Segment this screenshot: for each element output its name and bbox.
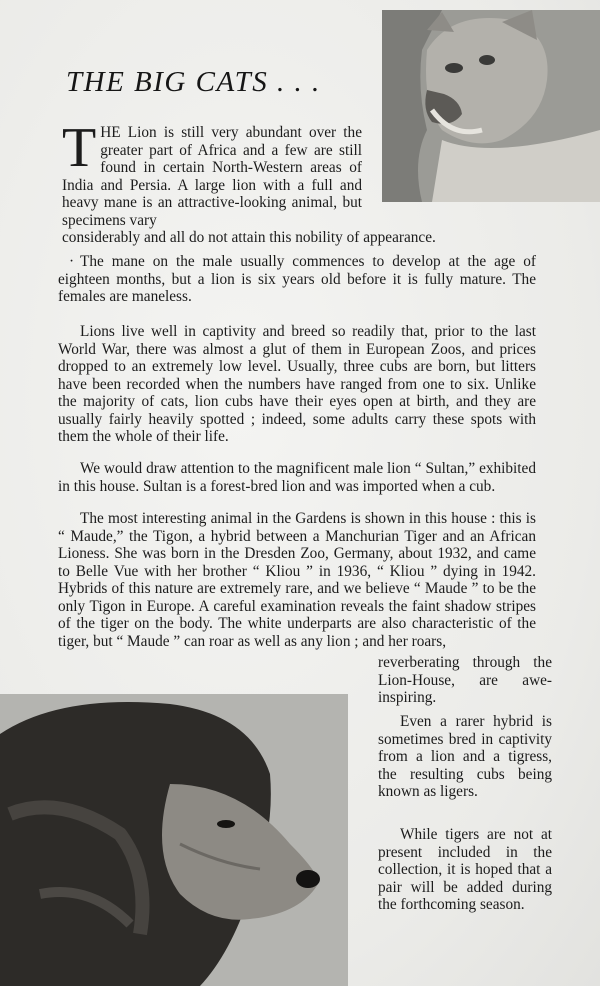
maude-paragraph-continued: reverberating through the Lion-House, are awe-inspiring.	[378, 654, 552, 706]
intro-paragraph-head: HE Lion is still very abundant over the greater part of Africa and a few are still found in certain North-Western areas of India and Persia. A large lion with a full and heavy mane is an attractive-looking animal, but specimens vary	[62, 124, 362, 229]
liger-paragraph: Even a rarer hybrid is sometimes bred in captivity from a lion and a tigress, the resulting cubs being known as ligers.	[378, 713, 552, 800]
maude-paragraph: The most interesting animal in the Gardens is shown in this house : this is “ Maude,” the Tigon, a hybrid between a Manchurian Tiger and an African Lioness. She was born in the Dresden Zoo, Germany, about 1932, and came to Belle Vue with her brother “ Kliou ” in 1936, “ Kliou ” dying in 1942. Hybrids of this nature are extremely rare, and we believe “ Maude ” to be the only Tigon in Europe. A careful examination reveals the faint shadow stripes of the tiger on the body. The white underparts are also characteristic of the tiger, but “ Maude ” can roar as well as any lion ; and her roars,	[58, 510, 536, 650]
sultan-paragraph: We would draw attention to the magnificent male lion “ Sultan,” exhibited in this house. Sultan is a forest-bred lion and was imported when a cub.	[58, 460, 536, 495]
intro-paragraph	[62, 117, 534, 247]
intro-paragraph-tail: considerably and all do not attain this nobility of appearance.	[62, 229, 436, 246]
mane-paragraph: · The mane on the male usually commences to develop at the age of eighteen months, but a lion is six years old before it is fully mature. The females are maneless.	[58, 253, 536, 306]
page-title: THE BIG CATS . . .	[66, 66, 321, 98]
tigers-paragraph: While tigers are not at present included in the collection, it is hoped that a pair will be added during the forthcoming season.	[378, 826, 552, 913]
male-lion-photo	[0, 694, 348, 986]
captivity-paragraph: Lions live well in captivity and breed so readily that, prior to the last World War, there was almost a glut of them in European Zoos, and prices dropped to an extremely low level. Usually, three cubs are born, but litters have been recorded when the numbers have ranged from one to six. Unlike the majority of cats, lion cubs have their eyes open at birth, and they are usually fairly heavily spotted ; indeed, some adults carry these spots with them the whole of their life.	[58, 323, 536, 445]
drop-cap: T	[62, 117, 97, 179]
